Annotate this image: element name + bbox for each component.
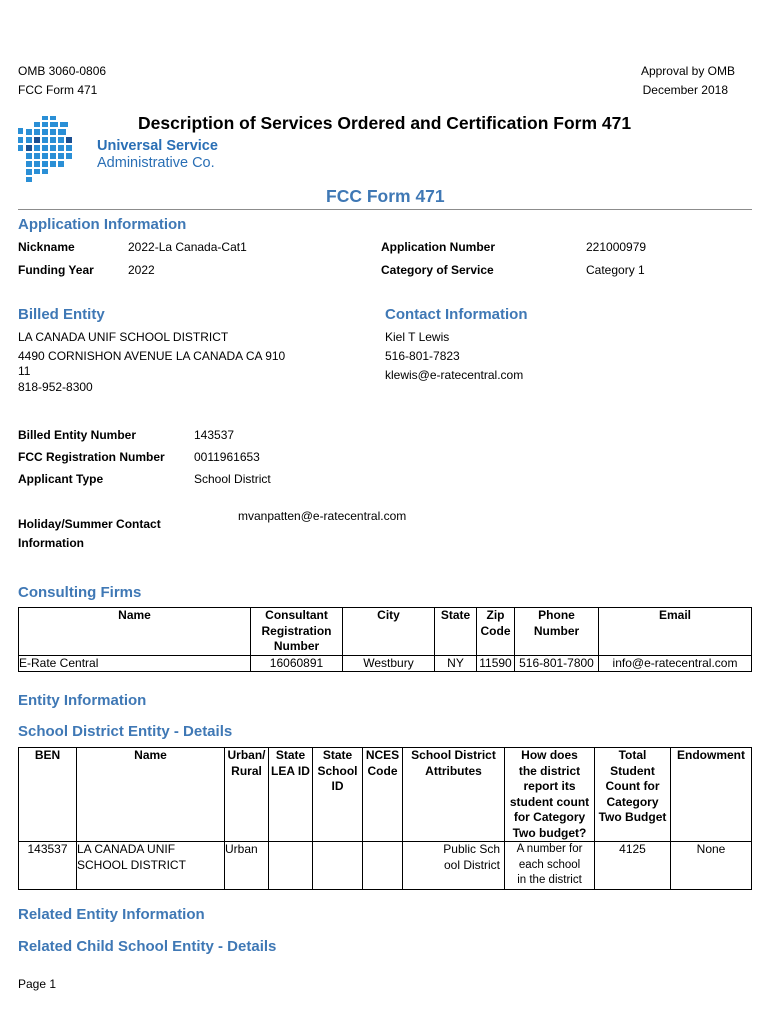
category-value: Category 1	[586, 263, 645, 277]
holiday-contact-label-2: Information	[18, 536, 84, 550]
consulting-table-header	[19, 608, 752, 656]
related-entity-heading: Related Entity Information	[18, 906, 205, 923]
ben-label: Billed Entity Number	[18, 428, 137, 442]
col-how-report: How does the district report its student count for Category Two budget?	[505, 748, 595, 842]
logo-line2: Administrative Co.	[97, 155, 215, 171]
usac-logo	[14, 114, 224, 186]
table-row	[19, 842, 752, 890]
entity-nces	[363, 842, 403, 890]
entity-attributes: Public Sch ool District	[403, 842, 505, 890]
consultant-state: NY	[435, 655, 477, 672]
billed-entity-address-2: 11	[18, 364, 31, 378]
consulting-table	[18, 607, 752, 672]
contact-name: Kiel T Lewis	[385, 330, 450, 344]
frn-value: 0011961653	[194, 450, 260, 464]
entity-table	[18, 747, 752, 890]
consultant-name: E-Rate Central	[19, 655, 251, 672]
entity-ben: 143537	[19, 842, 77, 890]
table-row	[19, 655, 752, 672]
entity-school-id	[313, 842, 363, 890]
entity-table-header	[19, 748, 752, 842]
app-number-label: Application Number	[381, 240, 496, 254]
billed-entity-phone: 818-952-8300	[18, 380, 93, 394]
col-attributes: School District Attributes	[403, 748, 505, 842]
application-heading: Application Information	[18, 216, 187, 233]
entity-total-count: 4125	[595, 842, 671, 890]
category-label: Category of Service	[381, 263, 494, 277]
col-school-id: State School ID	[313, 748, 363, 842]
entity-urban: Urban	[225, 842, 269, 890]
applicant-type-label: Applicant Type	[18, 472, 104, 486]
consultant-crn: 16060891	[251, 655, 343, 672]
col-state: State	[435, 608, 477, 656]
funding-year-label: Funding Year	[18, 263, 94, 277]
ben-value: 143537	[194, 428, 235, 442]
form-heading: FCC Form 471	[326, 186, 445, 206]
billed-entity-name: LA CANADA UNIF SCHOOL DISTRICT	[18, 330, 229, 344]
nickname-label: Nickname	[18, 240, 75, 254]
col-ben: BEN	[19, 748, 77, 842]
contact-phone: 516-801-7823	[385, 349, 460, 363]
billed-entity-heading: Billed Entity	[18, 306, 105, 323]
applicant-type-value: School District	[194, 472, 271, 486]
page-title: Description of Services Ordered and Certification Form 471	[138, 113, 632, 133]
consultant-city: Westbury	[343, 655, 435, 672]
holiday-contact-email[interactable]: mvanpatten@e-ratecentral.com	[238, 509, 407, 523]
col-zip: Zip Code	[477, 608, 515, 656]
usac-logo-icon	[14, 114, 84, 186]
consulting-heading: Consulting Firms	[18, 584, 142, 601]
col-entity-name: Name	[77, 748, 225, 842]
contact-heading: Contact Information	[385, 306, 528, 323]
billed-entity-address-1: 4490 CORNISHON AVENUE LA CANADA CA 910	[18, 349, 286, 363]
col-total-count: Total Student Count for Category Two Budget	[595, 748, 671, 842]
consultant-email[interactable]: info@e-ratecentral.com	[599, 655, 752, 672]
approval-text: Approval by OMB	[640, 64, 735, 78]
consultant-phone: 516-801-7800	[515, 655, 599, 672]
entity-endowment: None	[671, 842, 752, 890]
entity-lea	[269, 842, 313, 890]
entity-name: LA CANADA UNIF SCHOOL DISTRICT	[77, 842, 225, 890]
col-name: Name	[19, 608, 251, 656]
omb-number: OMB 3060-0806	[18, 64, 107, 78]
holiday-contact-label-1: Holiday/Summer Contact	[18, 517, 161, 531]
entity-how-report: A number for each school in the district	[505, 842, 595, 890]
school-district-heading: School District Entity - Details	[18, 723, 233, 740]
consultant-zip: 11590	[477, 655, 515, 672]
col-city: City	[343, 608, 435, 656]
form-label: FCC Form 471	[18, 83, 98, 97]
header-rule	[18, 209, 752, 210]
col-endowment: Endowment	[671, 748, 752, 842]
nickname-value: 2022-La Canada-Cat1	[128, 240, 247, 254]
col-email: Email	[599, 608, 752, 656]
col-phone: Phone Number	[515, 608, 599, 656]
col-nces: NCES Code	[363, 748, 403, 842]
page-number: Page 1	[18, 977, 57, 991]
contact-email[interactable]: klewis@e-ratecentral.com	[385, 368, 524, 382]
related-child-heading: Related Child School Entity - Details	[18, 938, 277, 955]
entity-heading: Entity Information	[18, 692, 147, 709]
logo-line1: Universal Service	[97, 138, 218, 154]
col-lea: State LEA ID	[269, 748, 313, 842]
frn-label: FCC Registration Number	[18, 450, 165, 464]
col-crn: Consultant Registration Number	[251, 608, 343, 656]
funding-year-value: 2022	[128, 263, 155, 277]
col-urban: Urban/ Rural	[225, 748, 269, 842]
app-number-value: 221000979	[586, 240, 647, 254]
approval-date: December 2018	[642, 83, 728, 97]
